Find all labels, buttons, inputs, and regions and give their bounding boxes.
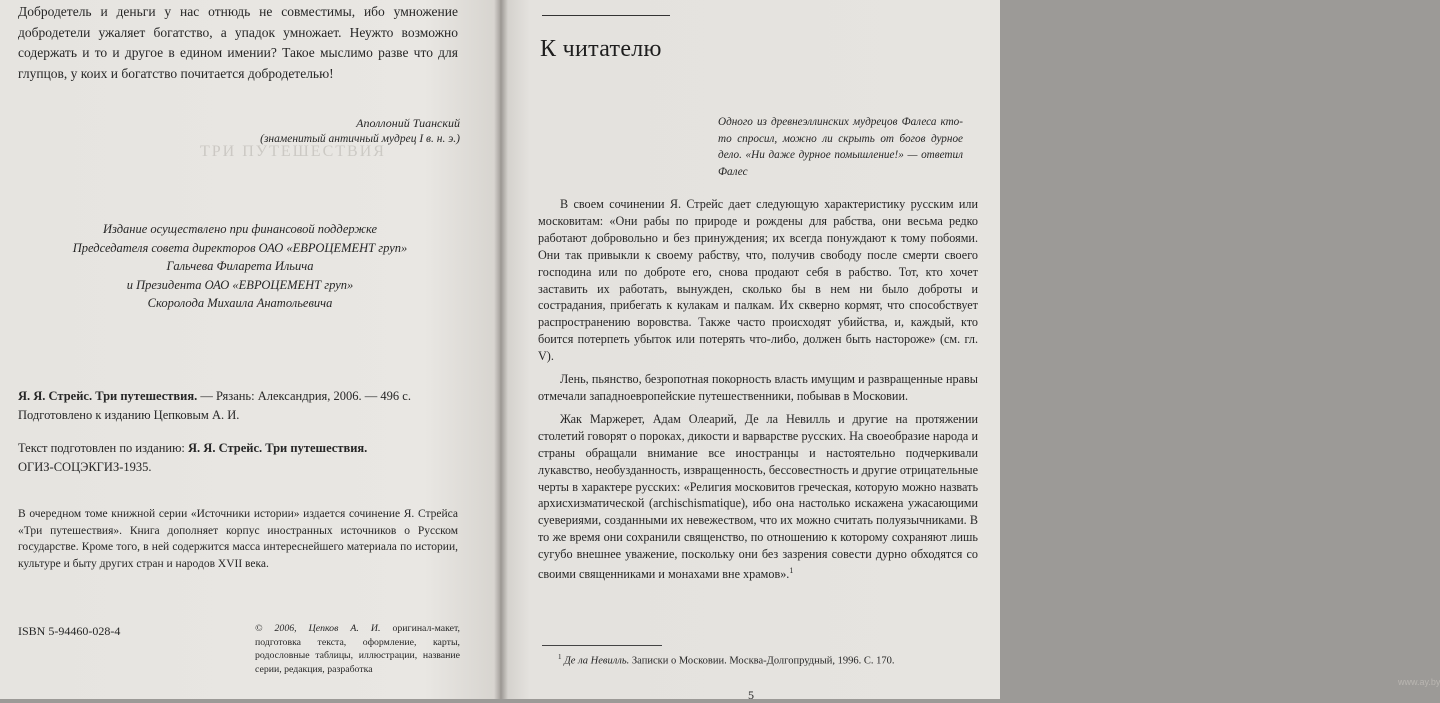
footnote-number: 1 — [558, 653, 562, 661]
copyright-holder: © 2006, Цепков А. И. — [255, 623, 381, 634]
funding-line: Председателя совета директоров ОАО «ЕВРОЦЕМЕНТ груп» — [72, 240, 408, 255]
epigraph-text: Одного из древнеэллинских мудрецов Фалеса кто-то спросил, можно ли скрыть от богов дурное дело. «Ни даже дурное помышление!» — ответил Фалес — [718, 116, 963, 178]
paragraph — [538, 411, 978, 583]
funding-line: Гальчева Филарета Ильича — [166, 259, 314, 273]
body-text — [538, 196, 978, 589]
page-title: К читателю — [540, 36, 662, 62]
paragraph: В своем сочинении Я. Стрейс дает следующую характеристику русским или московитам: «Они рабы по природе и рождены для рабства, они весьма редко работают добровольно и без принуждения; их всегда понуждают к тому побоями. Они так привыкли к своему рабству, что, получив свободу после смерти своего господина или по доброте его, снова продают себя в рабство. Тот, кто хочет заставить их работать, вынужден, сколько бы в нем ни было доброты и сострадания, прибегать к кулакам и палкам. Их скверно кормят, что способствует распространению воровства. Также часто происходят убийства, и, каждый, кто боится потерпеть убыток или потерять что-либо, должен быть настороже» (см. гл. V). — [538, 197, 978, 364]
footnote-reference: 1 — [789, 566, 794, 576]
text-source-edition: ОГИЗ-СОЦЭКГИЗ-1935. — [18, 460, 152, 474]
top-rule — [542, 15, 670, 16]
funding-line: и Президента ОАО «ЕВРОЦЕМЕНТ груп» — [126, 277, 354, 292]
epigraph-author-note: (знаменитый античный мудрец I в. н. э.) — [260, 133, 460, 145]
copyright-details: оригинал-макет, подготовка текста, оформление, карты, родословные таблицы, иллюстрации, название серии, редакция, разработка — [255, 623, 460, 675]
page-number: 5 — [748, 688, 754, 702]
book-gutter — [494, 0, 508, 699]
footnote — [558, 653, 978, 667]
epigraph-text: Добродетель и деньги у нас отнюдь не совместимы, ибо умножение добродетели ужаляет богатство, а упадок умножает. Неужто возможно содержать и то и другое в едином имении? Такое мыслимо разве что для глупцов, у коих и богатство почитается добродетелью! — [18, 4, 458, 81]
paragraph: Лень, пьянство, безропотная покорность власть имущим и развращенные нравы отмечали западноевропейские путешественники, побывав в Московии. — [538, 372, 978, 403]
watermark: www.ay.by — [1398, 677, 1440, 687]
bibliographic-citation — [18, 387, 463, 425]
paragraph-text: Жак Маржерет, Адам Олеарий, Де ла Невилль и другие на протяжении столетий говорят о пороках, дикости и варварстве русских. На своеобразие народа и страны обращали внимание все иностранцы и настоятельно подчеркивали лукавство, необузданность, извращенность, бессовестность и другие отрицательные черты в характере русских: «Религия московитов греческая, которую можно назвать архисхизматической (archischismatique), ибо она настолько искажена ужасающими суевериями, созданными их невежеством, что их можно считать полуязычниками. В то же время они сохранили священство, по отношению к которому сохраняют лишь сугубо внешнее уважение, поскольку они без зазрения совести дурно обходятся со своими священниками и монахами вне храмов». — [538, 411, 978, 582]
right-page — [500, 0, 1440, 702]
left-page — [0, 0, 500, 699]
citation-title: Я. Я. Стрейс. Три путешествия. — [18, 389, 198, 403]
text-source-title: Я. Я. Стрейс. Три путешествия. — [188, 441, 368, 455]
citation-line — [18, 387, 463, 406]
text-source-lead: Текст подготовлен по изданию: — [18, 441, 189, 455]
funding-line: Скоролода Михаила Анатольевича — [147, 296, 333, 310]
epigraph-author: Аполлоний Тианский — [356, 116, 460, 130]
copyright-note — [255, 622, 460, 676]
footnote-author: Де ла Невилль. — [564, 655, 630, 667]
footnote-rule — [542, 645, 662, 646]
funding-line: Издание осуществлено при финансовой поддержке — [102, 222, 378, 236]
text-source — [18, 439, 463, 477]
citation-publisher: — Рязань: Александрия, 2006. — 496 с. — [197, 389, 411, 403]
prepared-by: Подготовлено к изданию Цепковым А. И. — [18, 408, 240, 422]
isbn: ISBN 5-94460-028-4 — [18, 624, 121, 638]
text-source-line — [18, 439, 463, 458]
annotation-text: В очередном томе книжной серии «Источники истории» издается сочинение Я. Стрейса «Три путешествия». Книга дополняет корпус иностранных источников о Русском государстве. Кроме того, в ней содержится масса интереснейшего материала по истории, культуре и быту других стран и народов XVII века. — [18, 508, 458, 570]
ghost-heading-bleed: ТРИ ПУТЕШЕСТВИЯ — [200, 143, 386, 160]
funding-note — [20, 220, 460, 313]
footnote-text: Записки о Московии. Москва-Долгопрудный, 1996. С. 170. — [629, 655, 895, 667]
